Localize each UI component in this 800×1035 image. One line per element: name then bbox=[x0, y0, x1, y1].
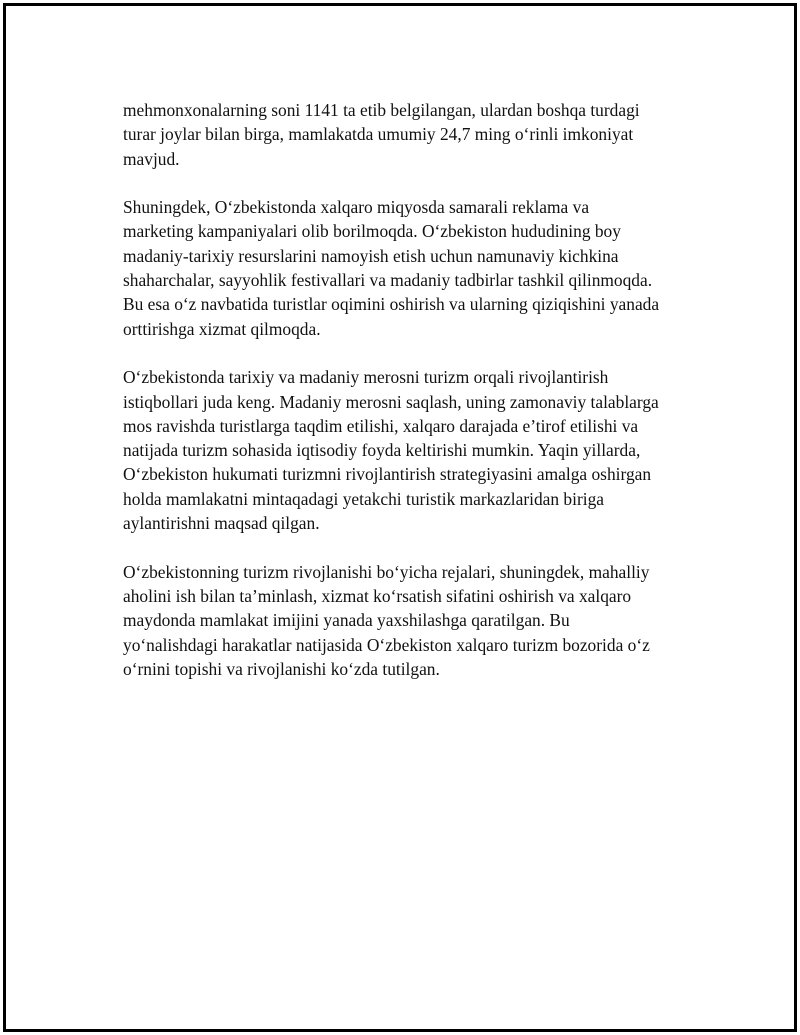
page-frame bbox=[3, 3, 797, 1032]
paragraph-heritage: O‘zbekistonda tarixiy va madaniy merosni turizm orqali rivojlantirish istiqbollari juda keng. Madaniy merosni saqlash, uning zamonaviy talablarga mos ravishda turistlarga taqdim etilishi, xalqaro darajada e’tirof etilishi va natijada turizm sohasida iqtisodiy foyda keltirishi mumkin. Yaqin yillarda, O‘zbekiston hukumati turizmni rivojlantirish strategiyasini amalga oshirgan holda mamlakatni mintaqadagi yetakchi turistik markazlaridan biriga aylantirishni maqsad qilgan. bbox=[123, 367, 659, 534]
paragraph-marketing: Shuningdek, O‘zbekistonda xalqaro miqyosda samarali reklama va marketing kampaniyalari olib borilmoqda. O‘zbekiston hududining boy madaniy-tarixiy resurslarini namoyish etish uchun namunaviy kichkina shaharchalar, sayyohlik festivallari va madaniy tadbirlar tashkil qilinmoqda. Bu esa o‘z navbatida turistlar oqimini oshirish va ularning qiziqishini yanada orttirishga xizmat qilmoqda. bbox=[123, 197, 660, 339]
page-content bbox=[123, 98, 708, 705]
paragraph-plans: O‘zbekistonning turizm rivojlanishi bo‘yicha rejalari, shuningdek, mahalliy aholini ish bilan ta’minlash, xizmat ko‘rsatish sifatini oshirish va xalqaro maydonda mamlakat imijini yanada yaxshilashga qaratilgan. Bu yo‘nalishdagi harakatlar natijasida O‘zbekiston xalqaro turizm bozorida o‘z o‘rnini topishi va rivojlanishi ko‘zda tutilgan. bbox=[123, 561, 650, 679]
paragraph-hotels: mehmonxonalarning soni 1141 ta etib belgilangan, ulardan boshqa turdagi turar joylar bilan birga, mamlakatda umumiy 24,7 ming o‘rinli imkoniyat mavjud. bbox=[123, 100, 640, 169]
